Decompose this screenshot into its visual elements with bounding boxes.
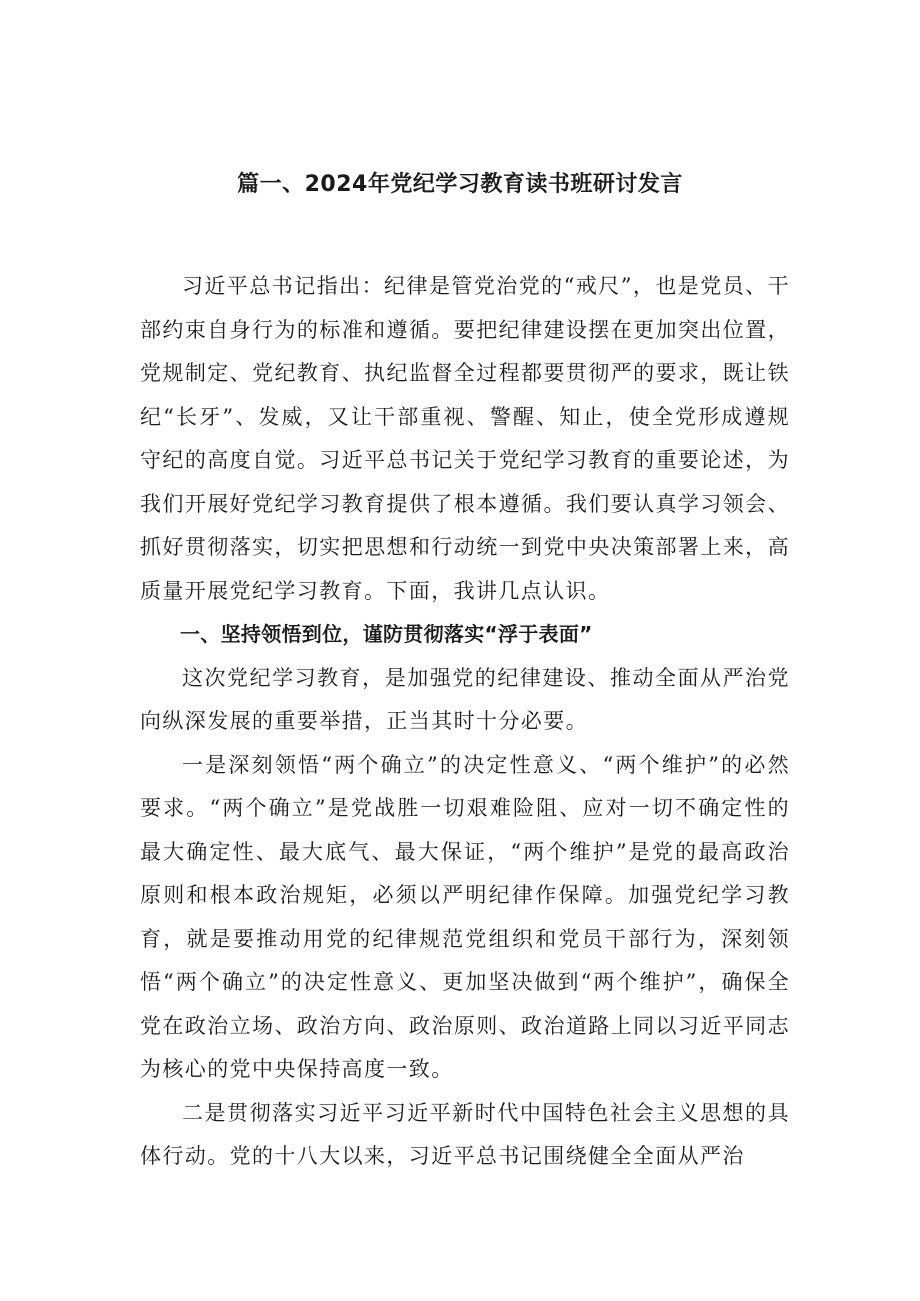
document-body: [140, 265, 790, 1179]
section-1-paragraph-1: 这次党纪学习教育，是加强党的纪律建设、推动全面从严治党向纵深发展的重要举措，正当其时十分必要。: [140, 665, 790, 733]
intro-paragraph: 习近平总书记指出：纪律是管党治党的“戒尺”，也是党员、干部约束自身行为的标准和遵循。要把纪律建设摆在更加突出位置，党规制定、党纪教育、执纪监督全过程都要贯彻严的要求，既让铁纪“长牙”、发威，又让干部重视、警醒、知止，使全党形成遵规守纪的高度自觉。习近平总书记关于党纪学习教育的重要论述，为我们开展好党纪学习教育提供了根本遵循。我们要认真学习领会、抓好贯彻落实，切实把思想和行动统一到党中央决策部署上来，高质量开展党纪学习教育。下面，我讲几点认识。: [140, 274, 790, 603]
section-1-heading: 一、坚持领悟到位，谨防贯彻落实“浮于表面”: [180, 622, 593, 646]
section-1-paragraph-2: 一是深刻领悟“两个确立”的决定性意义、“两个维护”的必然要求。“两个确立”是党战胜一切艰难险阻、应对一切不确定性的最大确定性、最大底气、最大保证，“两个维护”是党的最高政治原则和根本政治规矩，必须以严明纪律作保障。加强党纪学习教育，就是要推动用党的纪律规范党组织和党员干部行为，深刻领悟“两个确立”的决定性意义、更加坚决做到“两个维护”，确保全党在政治立场、政治方向、政治原则、政治道路上同以习近平同志为核心的党中央保持高度一致。: [140, 752, 790, 1081]
section-1-paragraph-3: 二是贯彻落实习近平习近平新时代中国特色社会主义思想的具体行动。党的十八大以来，习近平总书记围绕健全全面从严治: [140, 1100, 790, 1168]
document-title: 篇一、2024年党纪学习教育读书班研讨发言: [237, 172, 683, 197]
